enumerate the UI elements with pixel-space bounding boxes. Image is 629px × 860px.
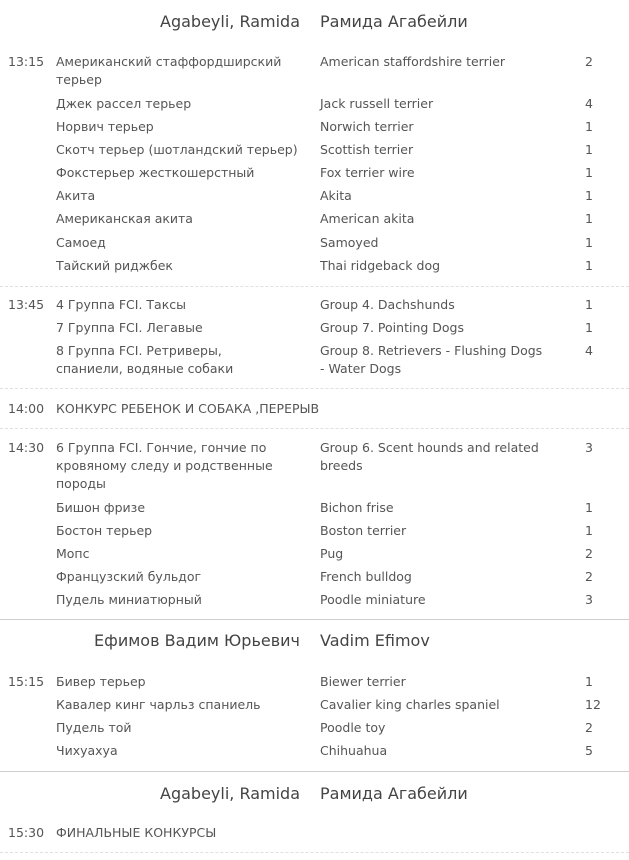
entry-count: 1 [585, 142, 593, 157]
breed-name-ru: Джек рассел терьер [56, 96, 192, 111]
judge-name-cyrillic: Рамида Агабейли [320, 12, 468, 31]
breed-name-en: Samoyed [320, 235, 379, 250]
judge-name-latin: Ефимов Вадим Юрьевич [94, 631, 300, 650]
breed-name-ru: Чихуахуа [56, 743, 118, 758]
breed-name-ru: Бостон терьер [56, 523, 153, 538]
breed-name-en: Akita [320, 188, 352, 203]
breed-name-en: Scottish terrier [320, 142, 414, 157]
entry-count: 3 [585, 592, 593, 607]
slot-divider [0, 852, 629, 853]
entry-count: 3 [585, 440, 593, 455]
slot-divider [0, 428, 629, 429]
breed-name-ru: Фокстерьер жесткошерстный [56, 165, 255, 180]
breed-name-ru: Норвич терьер [56, 119, 154, 134]
breed-name-en: Poodle toy [320, 720, 386, 735]
slot-time: 14:00 [8, 401, 45, 416]
breed-name-ru: Пудель той [56, 720, 132, 735]
breed-name-en: American akita [320, 211, 415, 226]
entry-count: 2 [585, 54, 593, 69]
entry-count: 1 [585, 297, 593, 312]
judge-name-cyrillic: Рамида Агабейли [320, 784, 468, 803]
breed-name-ru: Пудель миниатюрный [56, 592, 202, 607]
breed-name-en: Biewer terrier [320, 674, 406, 689]
entry-count: 2 [585, 720, 593, 735]
breed-name-ru: Американская акита [56, 211, 193, 226]
breed-name-en: Chihuahua [320, 743, 388, 758]
breed-name-ru: Акита [56, 188, 96, 203]
breed-name-ru: Тайский риджбек [56, 258, 173, 273]
entry-count: 1 [585, 674, 593, 689]
breed-name-ru: 7 Группа FCI. Легавые [56, 320, 203, 335]
event-name: ФИНАЛЬНЫЕ КОНКУРСЫ [56, 825, 217, 840]
breed-name-en: Poodle miniature [320, 592, 426, 607]
entry-count: 2 [585, 569, 593, 584]
entry-count: 1 [585, 119, 593, 134]
entry-count: 1 [585, 500, 593, 515]
breed-name-en: Boston terrier [320, 523, 407, 538]
slot-time: 15:15 [8, 674, 45, 689]
judge-name-cyrillic: Vadim Efimov [320, 631, 430, 650]
breed-name-ru: Мопс [56, 546, 90, 561]
slot-time: 15:30 [8, 825, 45, 840]
breed-name-en: American staffordshire terrier [320, 54, 506, 69]
judge-name-latin: Agabeyli, Ramida [160, 784, 300, 803]
entry-count: 4 [585, 343, 593, 358]
breed-name-en: Fox terrier wire [320, 165, 415, 180]
breed-name-ru: 6 Группа FCI. Гончие, гончие по кровяному следу и родственные породы [56, 440, 273, 491]
breed-name-ru: Американский стаффордширский терьер [56, 54, 282, 87]
breed-name-ru: 4 Группа FCI. Таксы [56, 297, 186, 312]
breed-name-en: Group 7. Pointing Dogs [320, 320, 464, 335]
slot-divider [0, 286, 629, 287]
breed-name-en: Norwich terrier [320, 119, 414, 134]
entry-count: 1 [585, 211, 593, 226]
breed-name-ru: Бишон фризе [56, 500, 146, 515]
entry-count: 1 [585, 258, 593, 273]
breed-name-ru: Самоед [56, 235, 106, 250]
breed-name-ru: Кавалер кинг чарльз спаниель [56, 697, 261, 712]
breed-name-ru: Скотч терьер (шотландский терьер) [56, 142, 298, 157]
breed-name-ru: Бивер терьер [56, 674, 146, 689]
judge-divider [0, 619, 629, 620]
entry-count: 1 [585, 523, 593, 538]
event-name: КОНКУРС РЕБЕНОК И СОБАКА ,ПЕРЕРЫВ [56, 401, 320, 416]
breed-name-en: Pug [320, 546, 344, 561]
breed-name-en: Thai ridgeback dog [320, 258, 441, 273]
judge-name-latin: Agabeyli, Ramida [160, 12, 300, 31]
slot-divider [0, 388, 629, 389]
breed-name-en: Cavalier king charles spaniel [320, 697, 500, 712]
breed-name-en: Bichon frise [320, 500, 394, 515]
breed-name-ru: 8 Группа FCI. Ретриверы, спаниели, водяные собаки [56, 343, 234, 376]
entry-count: 12 [585, 697, 601, 712]
entry-count: 1 [585, 320, 593, 335]
breed-name-en: French bulldog [320, 569, 412, 584]
entry-count: 1 [585, 235, 593, 250]
entry-count: 1 [585, 188, 593, 203]
breed-name-en: Group 6. Scent hounds and related breeds [320, 440, 539, 473]
entry-count: 2 [585, 546, 593, 561]
breed-name-ru: Французский бульдог [56, 569, 202, 584]
judge-divider [0, 771, 629, 772]
breed-name-en: Group 4. Dachshunds [320, 297, 455, 312]
entry-count: 1 [585, 165, 593, 180]
entry-count: 4 [585, 96, 593, 111]
entry-count: 5 [585, 743, 593, 758]
slot-time: 13:15 [8, 54, 45, 69]
slot-time: 13:45 [8, 297, 45, 312]
breed-name-en: Jack russell terrier [320, 96, 434, 111]
breed-name-en: Group 8. Retrievers - Flushing Dogs - Water Dogs [320, 343, 543, 376]
slot-time: 14:30 [8, 440, 45, 455]
